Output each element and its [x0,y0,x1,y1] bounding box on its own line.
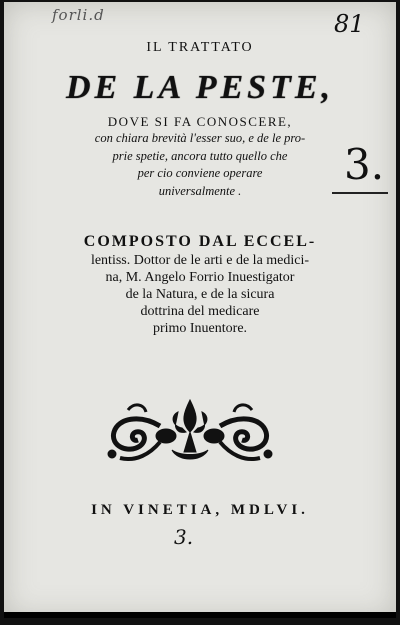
author-heading: COMPOSTO DAL ECCEL- [83,233,317,250]
author-line: dottrina del medicare [140,304,260,319]
handwritten-page-number: 81 [334,10,365,38]
title-page [4,2,396,618]
imprint-line: IN VINETIA, MDLVI. [91,502,309,518]
scan-border [4,612,396,618]
title-line-1: IL TRATTATO [146,40,254,55]
subtitle-line: con chiara brevità l'esser suo, e de le pro- [94,131,306,145]
title-line-2: DE LA PESTE, [65,69,335,106]
author-line: na, M. Angelo Forrio Inuestigator [105,270,295,285]
author-line: de la Natura, e de la sicura [125,287,275,302]
author-block [4,252,396,337]
author-line: lentiss. Dottor de le arti e de la medici- [90,253,310,268]
handwritten-underline [332,192,388,194]
title-line-3: DOVE SI FA CONOSCERE, [107,114,293,129]
subtitle-block [4,130,396,200]
handwritten-bottom-note: 3. [174,525,194,549]
subtitle-line: per cio conviene operare [137,166,263,180]
handwritten-note-top: forli.d [52,6,105,24]
fleuron-ornament-icon [100,392,280,472]
subtitle-line: universalmente . [158,183,242,198]
handwritten-margin-numeral: 3. [344,140,385,189]
author-line: primo Inuentore. [152,321,248,336]
subtitle-line: prie spetie, ancora tutto quello che [112,148,288,163]
